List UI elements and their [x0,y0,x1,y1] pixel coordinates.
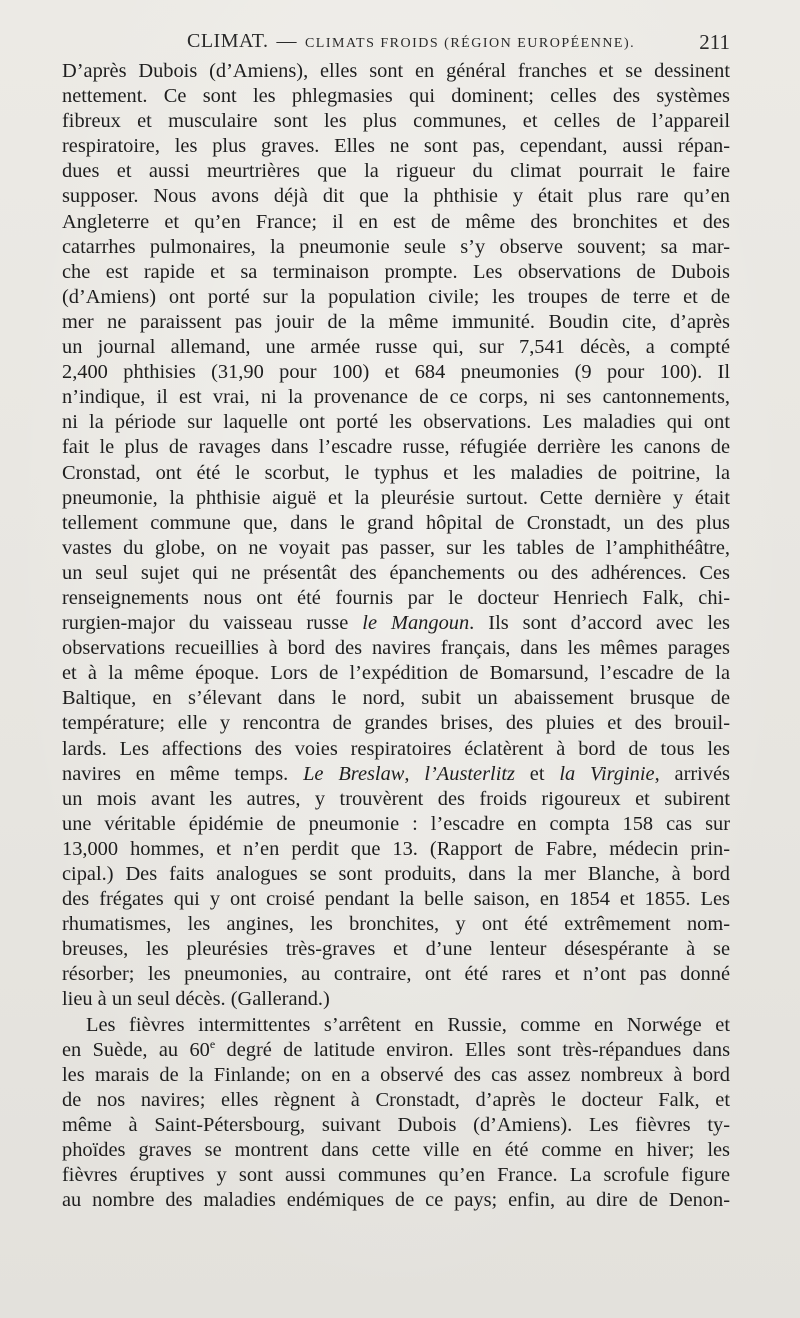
text-line: lards. Les affections des voies respiratoires éclatèrent à bord de tous les [62,737,730,760]
text-segment: rurgien-major du vaisseau russe [62,612,349,635]
text-line-mixed [62,762,730,787]
text-line: che est rapide et sa terminaison prompte. Les observations de Dubois [62,260,730,283]
text-segment: degré de latitude environ. Elles sont très-répandues dans [215,1038,730,1061]
text-line: dues et aussi meurtrières que la rigueur du climat pourrait le faire [62,160,730,183]
superscript: e [209,1036,216,1051]
text-line: mer ne paraissent pas jouir de la même immunité. Boudin cite, d’après [62,310,730,333]
text-line: nettement. Ce sont les phlegmasies qui dominent; celles des systèmes [62,85,730,108]
text-line: phoïdes graves se montrent dans cette ville en été comme en hiver; les [62,1139,730,1162]
text-segment: . Ils sont d’accord avec les [469,612,730,635]
ship-name-italic: Le Breslaw [303,762,405,785]
text-line: un mois avant les autres, y trouvèrent des froids rigoureux et subirent [62,787,730,810]
text-segment: navires en même temps. [62,762,289,785]
text-line: tellement commune que, dans le grand hôpital de Cronstadt, un des plus [62,511,730,534]
chapter-title: CLIMAT. [187,30,269,52]
text-line: une véritable épidémie de pneumonie : l’escadre en compta 158 cas sur [62,812,730,835]
text-line: et à la même époque. Lors de l’expédition de Bomarsund, l’escadre de la [62,662,730,685]
text-line: au nombre des maladies endémiques de ce pays; enfin, au dire de Denon- [62,1189,730,1212]
text-line: vastes du globe, on ne voyait pas passer, sur les tables de l’amphithéâtre, [62,536,730,559]
text-line: pneumonie, la phthisie aiguë et la pleurésie surtout. Cette dernière y était [62,486,730,509]
ship-name-italic: la Virginie [559,762,655,785]
text-line: ni la période sur laquelle ont porté les observations. Les maladies qui ont [62,411,730,434]
text-line: de nos navires; elles règnent à Cronstadt, d’après le docteur Falk, et [62,1088,730,1111]
text-line: Cronstad, ont été le scorbut, le typhus et les maladies de poitrine, la [62,461,730,484]
text-line: renseignements nous ont été fournis par le docteur Henriech Falk, chi- [62,586,730,609]
running-title [187,30,635,53]
text-line: fait le plus de ravages dans l’escadre russe, réfugiée derrière les canons de [62,436,730,459]
text-line: (d’Amiens) ont porté sur la population civile; les troupes de terre et de [62,285,730,308]
text-line: les marais de la Finlande; on en a observé des cas assez nombreux à bord [62,1063,730,1086]
text-line: supposer. Nous avons déjà dit que la phthisie y était plus rare qu’en [62,185,730,208]
page-number: 211 [699,30,730,54]
text-segment: en Suède, au 60 [62,1038,210,1061]
ship-name-italic: le Mangoun [362,612,470,635]
text-segment: et [514,762,560,785]
text-line-paragraph-start: Les fièvres intermittentes s’arrêtent en Russie, comme en Norwége et [86,1013,730,1036]
text-line: n’indique, il est vrai, ni la provenance de ce corps, ni ses cantonnements, [62,386,730,409]
text-line: Baltique, en s’élevant dans le nord, subit un abaissement brusque de [62,687,730,710]
running-head [62,30,730,60]
text-line: fibreux et musculaire sont les plus communes, et celles de l’appareil [62,110,730,133]
text-line: même à Saint-Pétersbourg, suivant Dubois (d’Amiens). Les fièvres ty- [62,1113,730,1136]
text-line: des frégates qui y ont croisé pendant la belle saison, en 1854 et 1855. Les [62,888,730,911]
text-line: fièvres éruptives y sont aussi communes qu’en France. La scrofule figure [62,1164,730,1187]
text-line: un journal allemand, une armée russe qui, sur 7,541 décès, a compté [62,336,730,359]
text-line: cipal.) Des faits analogues se sont produits, dans la mer Blanche, à bord [62,863,730,885]
section-subtitle: CLIMATS FROIDS (RÉGION EUROPÉENNE). [304,36,636,51]
text-line-mixed [62,611,730,636]
text-segment: , [404,762,425,785]
text-line-mixed [62,1038,730,1063]
text-line: catarrhes pulmonaires, la pneumonie seule s’y observe souvent; sa mar- [62,235,730,258]
text-line: 13,000 hommes, et n’en perdit que 13. (Rapport de Fabre, médecin prin- [62,837,730,860]
text-line: rhumatismes, les angines, les bronchites, y ont été extrêmement nom- [62,913,730,936]
text-line: breuses, les pleurésies très-graves et d’une lenteur désespérante à se [62,938,730,961]
text-line: un seul sujet qui ne présentât des épanchements ou des adhérences. Ces [62,561,730,584]
text-line: respiratoire, les plus graves. Elles ne sont pas, cependant, aussi répan- [62,135,730,158]
text-segment: , arrivés [654,762,730,785]
text-line: température; elle y rencontra de grandes brises, des pluies et des brouil- [62,712,730,735]
text-line-paragraph-end: lieu à un seul décès. (Gallerand.) [62,988,330,1011]
text-line: D’après Dubois (d’Amiens), elles sont en général franches et se dessinent [62,60,730,82]
header-dash: — [276,30,297,52]
text-line: 2,400 phthisies (31,90 pour 100) et 684 pneumonies (9 pour 100). Il [62,361,730,384]
text-line: observations recueillies à bord des navires français, dans les mêmes parages [62,637,730,660]
text-line: résorber; les pneumonies, au contraire, ont été rares et n’ont pas donné [62,963,730,986]
ship-name-italic: l’Austerlitz [424,762,515,785]
text-line: Angleterre et qu’en France; il en est de même des bronchites et des [62,210,730,233]
body-text [62,59,730,1213]
